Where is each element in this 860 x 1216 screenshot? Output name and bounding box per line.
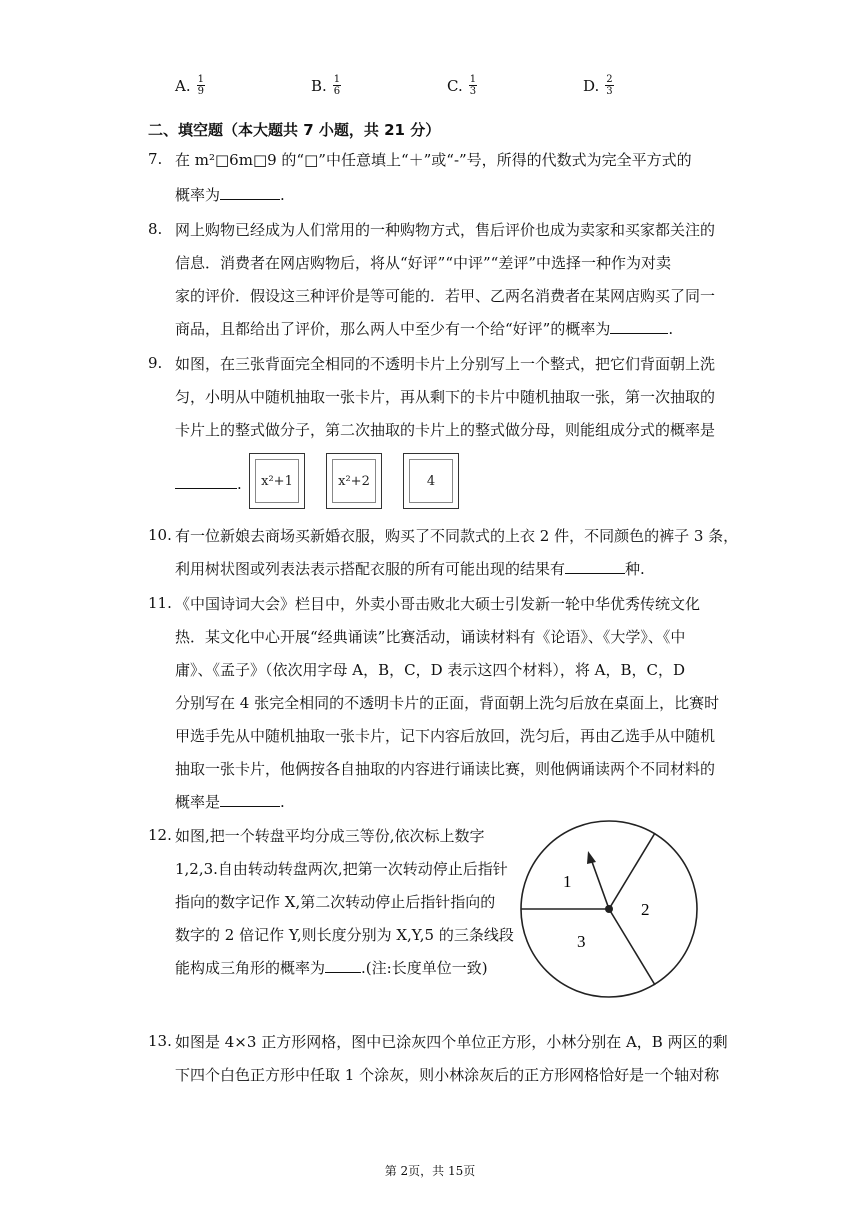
spinner-label-2: 2 [641, 900, 650, 919]
answer-blank[interactable] [565, 559, 625, 574]
answer-blank[interactable] [220, 792, 280, 807]
card-2: x²+2 [326, 453, 382, 509]
answer-blank[interactable] [175, 474, 237, 489]
option-letter: D. [583, 76, 600, 95]
answer-options [175, 74, 735, 104]
question-line: 如图，在三张背面完全相同的不透明卡片上分别写上一个整式，把它们背面朝上洗 [175, 355, 716, 373]
option-b [311, 74, 341, 97]
question-number: 11. [148, 594, 172, 612]
question-line-with-blank: . [175, 474, 242, 494]
card-1: x²+1 [249, 453, 305, 509]
question-line: 在 m²□6m□9 的“□”中任意填上“＋”或“-”号，所得的代数式为完全平方式的 [175, 151, 692, 169]
card-3: 4 [403, 453, 459, 509]
option-c [447, 74, 477, 97]
question-line: 庸》、《孟子》（依次用字母 A，B，C，D 表示这四个材料），将 A，B，C，D [175, 661, 686, 679]
option-fraction: $\frac{1}{9}$ [197, 74, 204, 97]
question-line: 抽取一张卡片，他俩按各自抽取的内容进行诵读比赛，则他俩诵读两个不同材料的 [175, 760, 716, 778]
question-line: 下四个白色正方形中任取 1 个涂灰，则小林涂灰后的正方形网格恰好是一个轴对称 [175, 1066, 720, 1084]
option-a [175, 74, 205, 97]
question-line: 热．某文化中心开展“经典诵读”比赛活动，诵读材料有《论语》、《大学》、《中 [175, 628, 686, 646]
question-line: 有一位新娘去商场买新婚衣服，购买了不同款式的上衣 2 件，不同颜色的裤子 3 条， [175, 527, 739, 545]
question-line-with-blank: 商品，且都给出了评价，那么两人中至少有一个给“好评”的概率为 . [175, 320, 674, 338]
spinner-label-1: 1 [563, 872, 572, 891]
question-line-with-blank: 概率为 . [175, 186, 285, 204]
question-number: 12. [148, 826, 172, 844]
question-line: 甲选手先从中随机抽取一张卡片，记下内容后放回，洗匀后，再由乙选手从中随机 [175, 727, 716, 745]
question-line: 卡片上的整式做分子，第二次抽取的卡片上的整式做分母，则能组成分式的概率是 [175, 421, 716, 439]
question-line-with-blank: 利用树状图或列表法表示搭配衣服的所有可能出现的结果有 种. [175, 560, 645, 578]
question-number: 7. [148, 150, 163, 168]
section-title: 二、填空题（本大题共 7 小题，共 21 分） [148, 121, 441, 139]
option-d [583, 74, 614, 97]
page-footer: 第 2页，共 15页 [384, 1164, 476, 1178]
question-line: 匀，小明从中随机抽取一张卡片，再从剩下的卡片中随机抽取一张，第一次抽取的 [175, 388, 716, 406]
answer-blank[interactable] [325, 958, 361, 973]
question-line-with-blank: 能构成三角形的概率为 .(注:长度单位一致) [175, 959, 488, 977]
question-number: 8. [148, 220, 163, 238]
option-letter: C. [447, 76, 463, 95]
question-number: 10. [148, 526, 172, 544]
question-line: 指向的数字记作 X,第二次转动停止后指针指向的 [175, 893, 496, 911]
question-line: 如图,把一个转盘平均分成三等份,依次标上数字 [175, 827, 485, 845]
question-line: 1,2,3.自由转动转盘两次,把第一次转动停止后指针 [175, 860, 508, 878]
answer-blank[interactable] [610, 319, 668, 334]
question-line: 《中国诗词大会》栏目中，外卖小哥击败北大硕士引发新一轮中华优秀传统文化 [175, 595, 701, 613]
question-line: 分别写在 4 张完全相同的不透明卡片的正面，背面朝上洗匀后放在桌面上，比赛时 [175, 694, 720, 712]
spinner-pivot [605, 905, 613, 913]
option-fraction: $\frac{2}{3}$ [606, 74, 613, 97]
option-fraction: $\frac{1}{3}$ [469, 74, 477, 97]
question-line: 家的评价．假设这三种评价是等可能的．若甲、乙两名消费者在某网店购买了同一 [175, 287, 716, 305]
option-letter: A. [175, 76, 191, 95]
option-fraction: $\frac{1}{6}$ [333, 74, 341, 97]
question-line: 如图是 4×3 正方形网格，图中已涂灰四个单位正方形，小林分别在 A，B 两区的剩 [175, 1033, 728, 1051]
answer-blank[interactable] [220, 185, 280, 200]
spinner-label-3: 3 [577, 932, 586, 951]
spinner-diagram [515, 817, 705, 1003]
question-line: 信息．消费者在网店购物后，将从“好评”“中评”“差评”中选择一种作为对卖 [175, 254, 672, 272]
question-line-with-blank: 概率是 . [175, 793, 285, 811]
question-number: 13. [148, 1032, 172, 1050]
option-letter: B. [311, 76, 327, 95]
question-line: 网上购物已经成为人们常用的一种购物方式，售后评价也成为卖家和买家都关注的 [175, 221, 716, 239]
question-line: 数字的 2 倍记作 Y,则长度分别为 X,Y,5 的三条线段 [175, 926, 514, 944]
question-number: 9. [148, 354, 163, 372]
